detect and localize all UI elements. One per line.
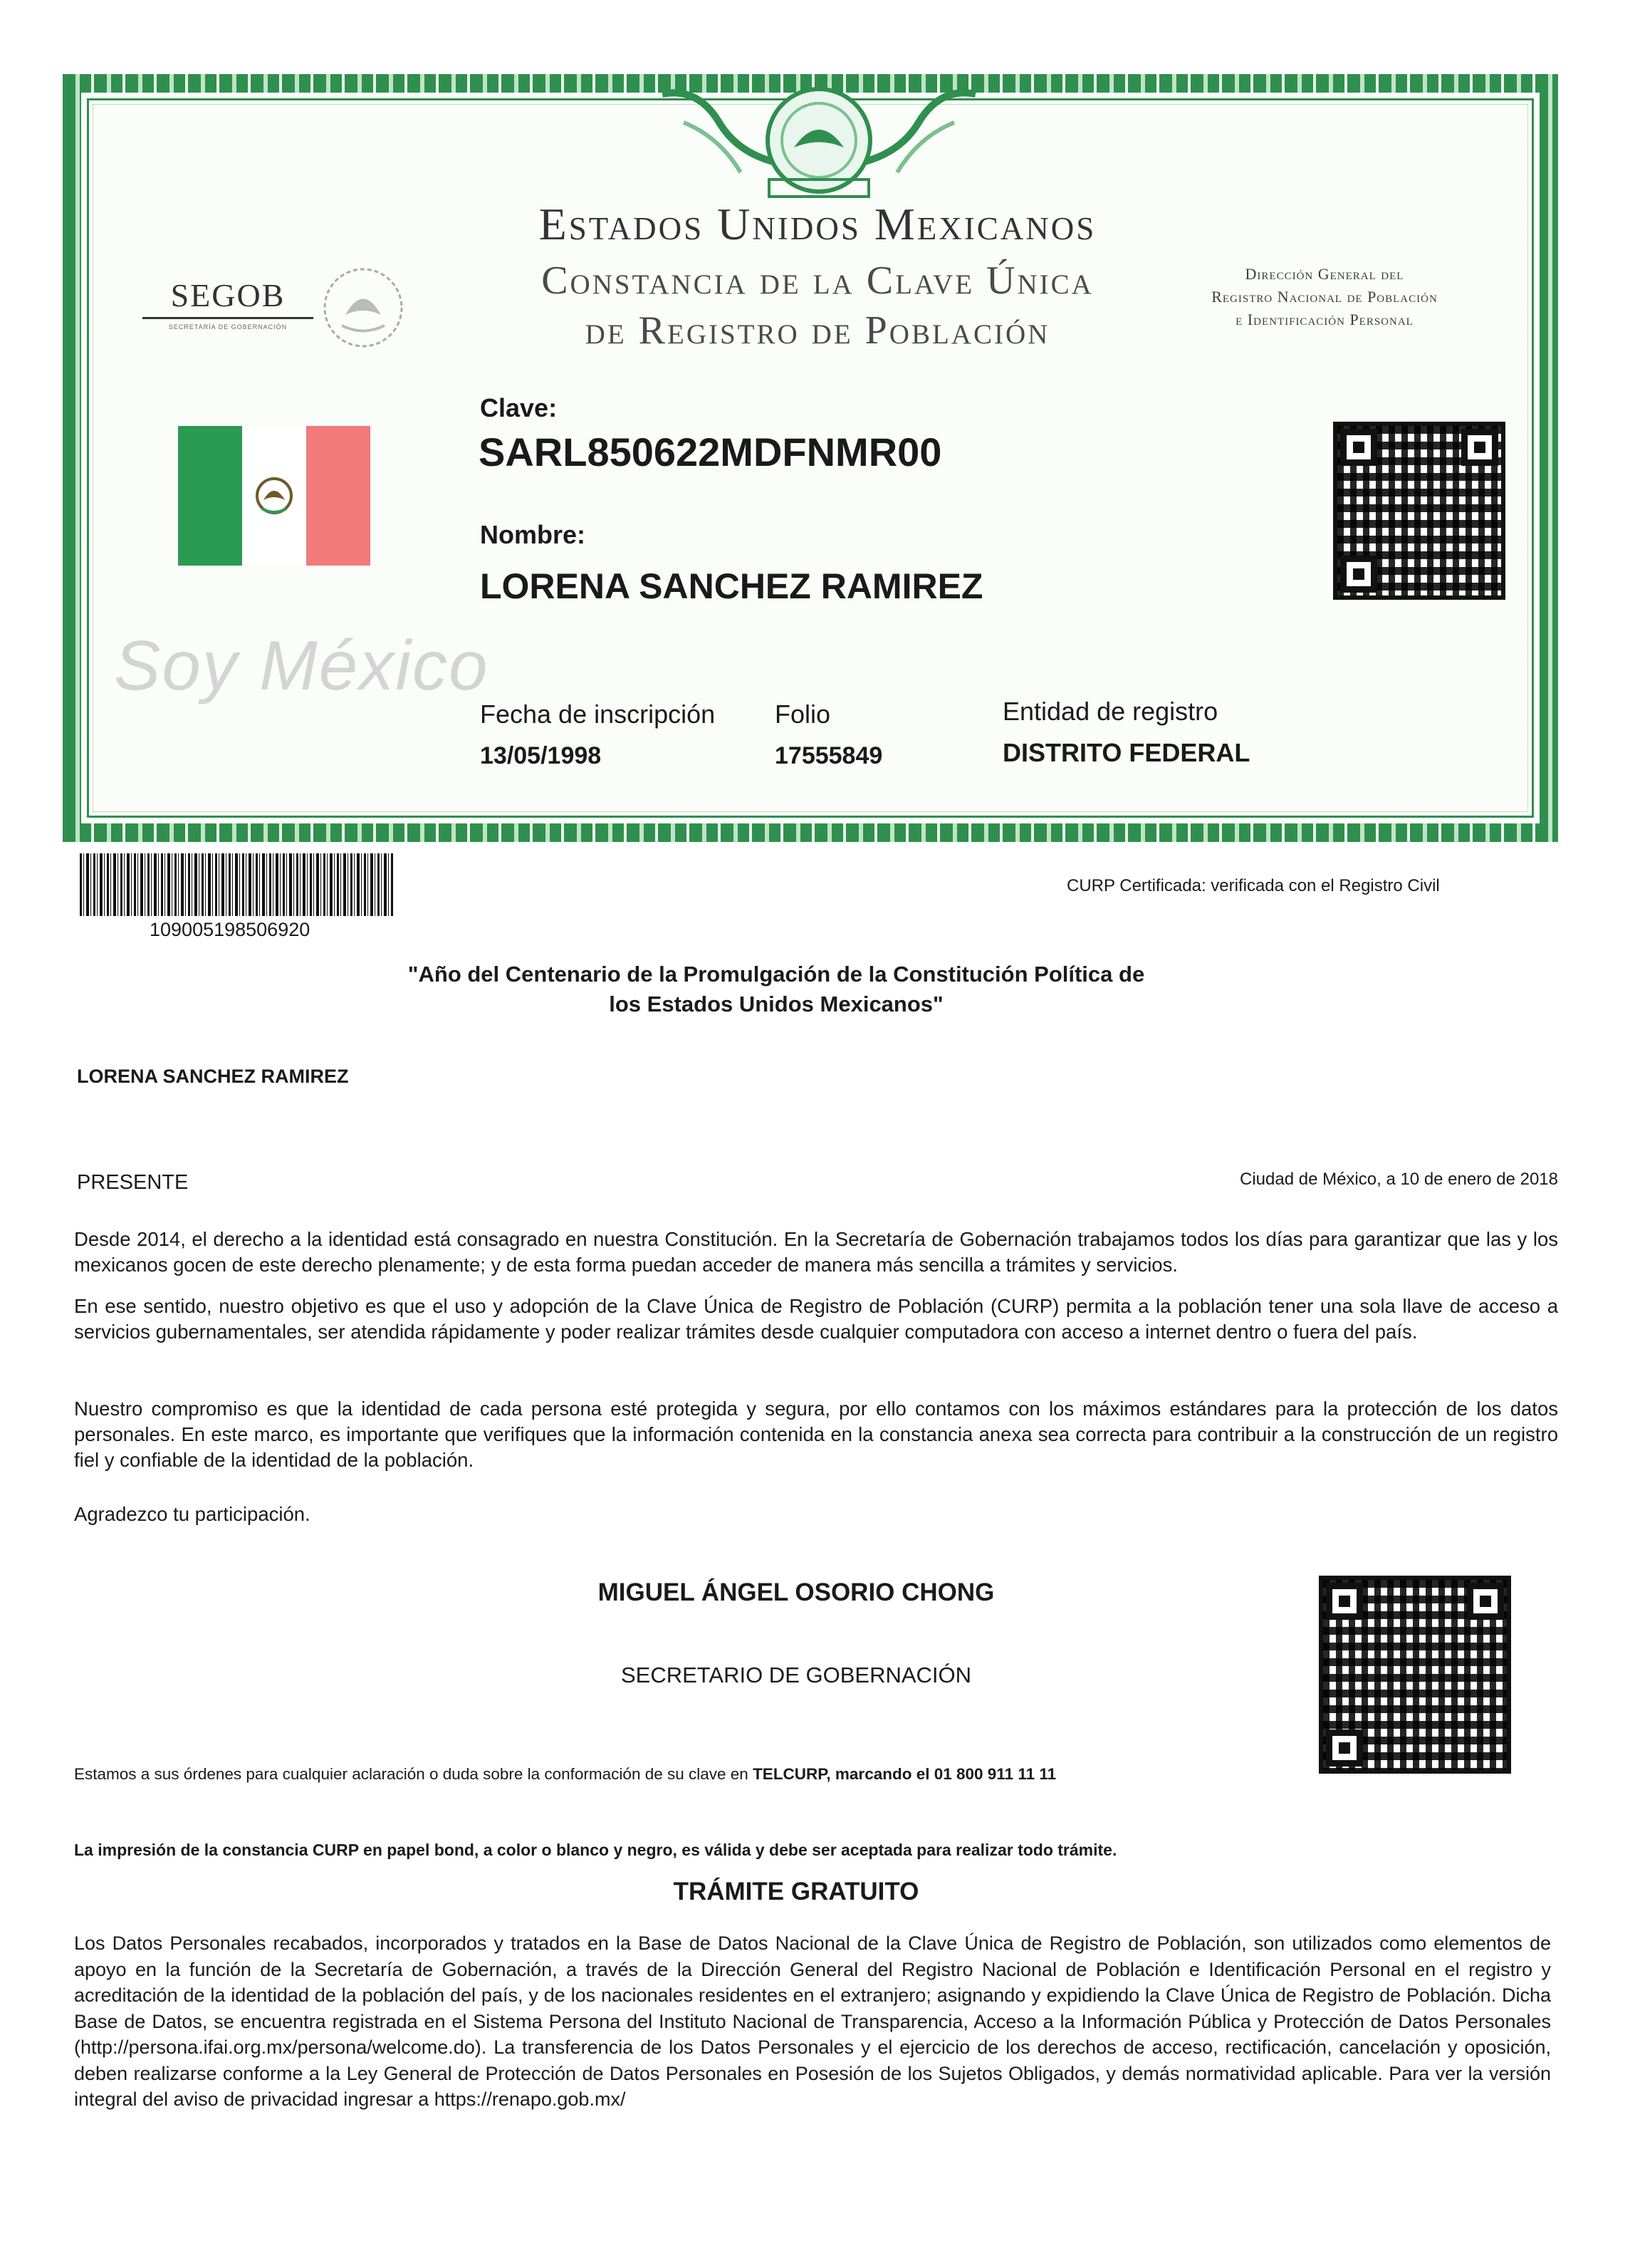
motto-line2: los Estados Unidos Mexicanos" [609,992,944,1016]
fecha-inscripcion-label: Fecha de inscripción [480,699,716,729]
letter-recipient: LORENA SANCHEZ RAMIREZ [77,1066,349,1087]
coat-of-arms-icon [320,265,406,350]
letter-thanks: Agradezco tu participación. [74,1503,310,1525]
fecha-inscripcion-value: 13/05/1998 [480,742,602,769]
entidad-registro-label: Entidad de registro [1003,697,1218,726]
segob-name: SEGOB [142,276,313,319]
clave-value: SARL850622MDFNMR00 [479,430,942,474]
dependency-line3: e Identificación Personal [1236,311,1414,328]
motto-line1: "Año del Centenario de la Promulgación de la Constitución Política de [407,962,1145,987]
telcurp-prefix: Estamos a sus órdenes para cualquier aclaración o duda sobre la conformación de su clave en [74,1765,753,1783]
signer-name: MIGUEL ÁNGEL OSORIO CHONG [597,1578,995,1606]
certificate-subtitle-line2: de Registro de Población [585,308,1050,353]
barcode-number: 109005198506920 [150,919,310,940]
telcurp-notice [74,1765,1056,1784]
free-procedure-title: TRÁMITE GRATUITO [673,1878,919,1905]
print-notice: La impresión de la constancia CURP en papel bond, a color o blanco y negro, es válida y debe ser aceptada para realizar todo trámite. [74,1841,1117,1859]
letter-place-date: Ciudad de México, a 10 de enero de 2018 [1240,1170,1558,1189]
curp-certified-note: CURP Certificada: verificada con el Registro Civil [1067,876,1440,895]
entidad-registro-value: DISTRITO FEDERAL [1003,738,1250,767]
certificate-qr-code [1333,422,1505,600]
segob-tagline: SECRETARÍA DE GOBERNACIÓN [168,323,288,331]
privacy-notice: Los Datos Personales recabados, incorporados y tratados en la Base de Datos Nacional de la Clave Única de Registro de Población, son utilizados como elementos de apoyo en la función de la Secretaría de Gobernación, a través de la Dirección General del Registro Nacional de Población e Identificación Personal en el registro y acreditación de la identidad de la población del país, y de los nacionales residentes en el extranjero; asignando y expidiendo la Clave Única de Registro de Población. Dicha Base de Datos, se encuentra registrada en el Sistema Persona del Instituto Nacional de Transparencia, Acceso a la Información Pública y Protección de Datos Personales (http://persona.ifai.org.mx/persona/welcome.do). La transferencia de los Datos Personales y el ejercicio de los derechos de acceso, rectificación, cancelación y oposición, deben realizarse conforme a la Ley General de Protección de Datos Personales en Posesión de los Sujetos Obligados, y demás normatividad aplicable. Para ver la versión integral del aviso de privacidad ingresar a https://renapo.gob.mx/ [74,1933,1551,2110]
soy-mexico-slogan: Soy México [114,626,489,704]
dependency-line2: Registro Nacional de Población [1211,288,1438,306]
folio-value: 17555849 [775,742,883,769]
nombre-label: Nombre: [480,520,586,549]
nombre-value: LORENA SANCHEZ RAMIREZ [480,566,983,606]
dependency-line1: Dirección General del [1245,265,1404,283]
letter-qr-code [1319,1576,1511,1774]
clave-label: Clave: [480,393,558,422]
certificate-subtitle-line1: Constancia de la Clave Única [541,259,1094,303]
segob-logo [142,276,313,331]
telcurp-phone: TELCURP, marcando el 01 800 911 11 11 [753,1765,1057,1783]
mexican-flag-icon [178,426,370,566]
letter-paragraph-2: En ese sentido, nuestro objetivo es que el uso y adopción de la Clave Única de Registro de Población (CURP) permita a la población tener una sola llave de acceso a servicios gubernamentales, ser atendida rápidamente y poder realizar trámites desde cualquier computadora con acceso a internet dentro o fuera del país. [74,1295,1558,1343]
folio-label: Folio [775,699,831,729]
signer-title: SECRETARIO DE GOBERNACIÓN [620,1663,972,1687]
letter-paragraph-3: Nuestro compromiso es que la identidad de cada persona esté protegida y segura, por ello contamos con los máximos estándares para la protección de los datos personales. En este marco, es importante que verifiques que la información contenida en la constancia anexa sea correcta para contribuir a la construcción de un registro fiel y confiable de la identidad de la población. [74,1398,1558,1471]
letter-presente: PRESENTE [77,1171,189,1194]
barcode [80,853,393,916]
certificate-title: Estados Unidos Mexicanos [538,199,1097,249]
letter-paragraph-1: Desde 2014, el derecho a la identidad está consagrado en nuestra Constitución. En la Secretaría de Gobernación trabajamos todos los días para garantizar que las y los mexicanos gocen de este derecho plenamente; y de esta forma puedan acceder de manera más sencilla a trámites y servicios. [74,1228,1558,1276]
national-emblem-icon [655,80,983,201]
